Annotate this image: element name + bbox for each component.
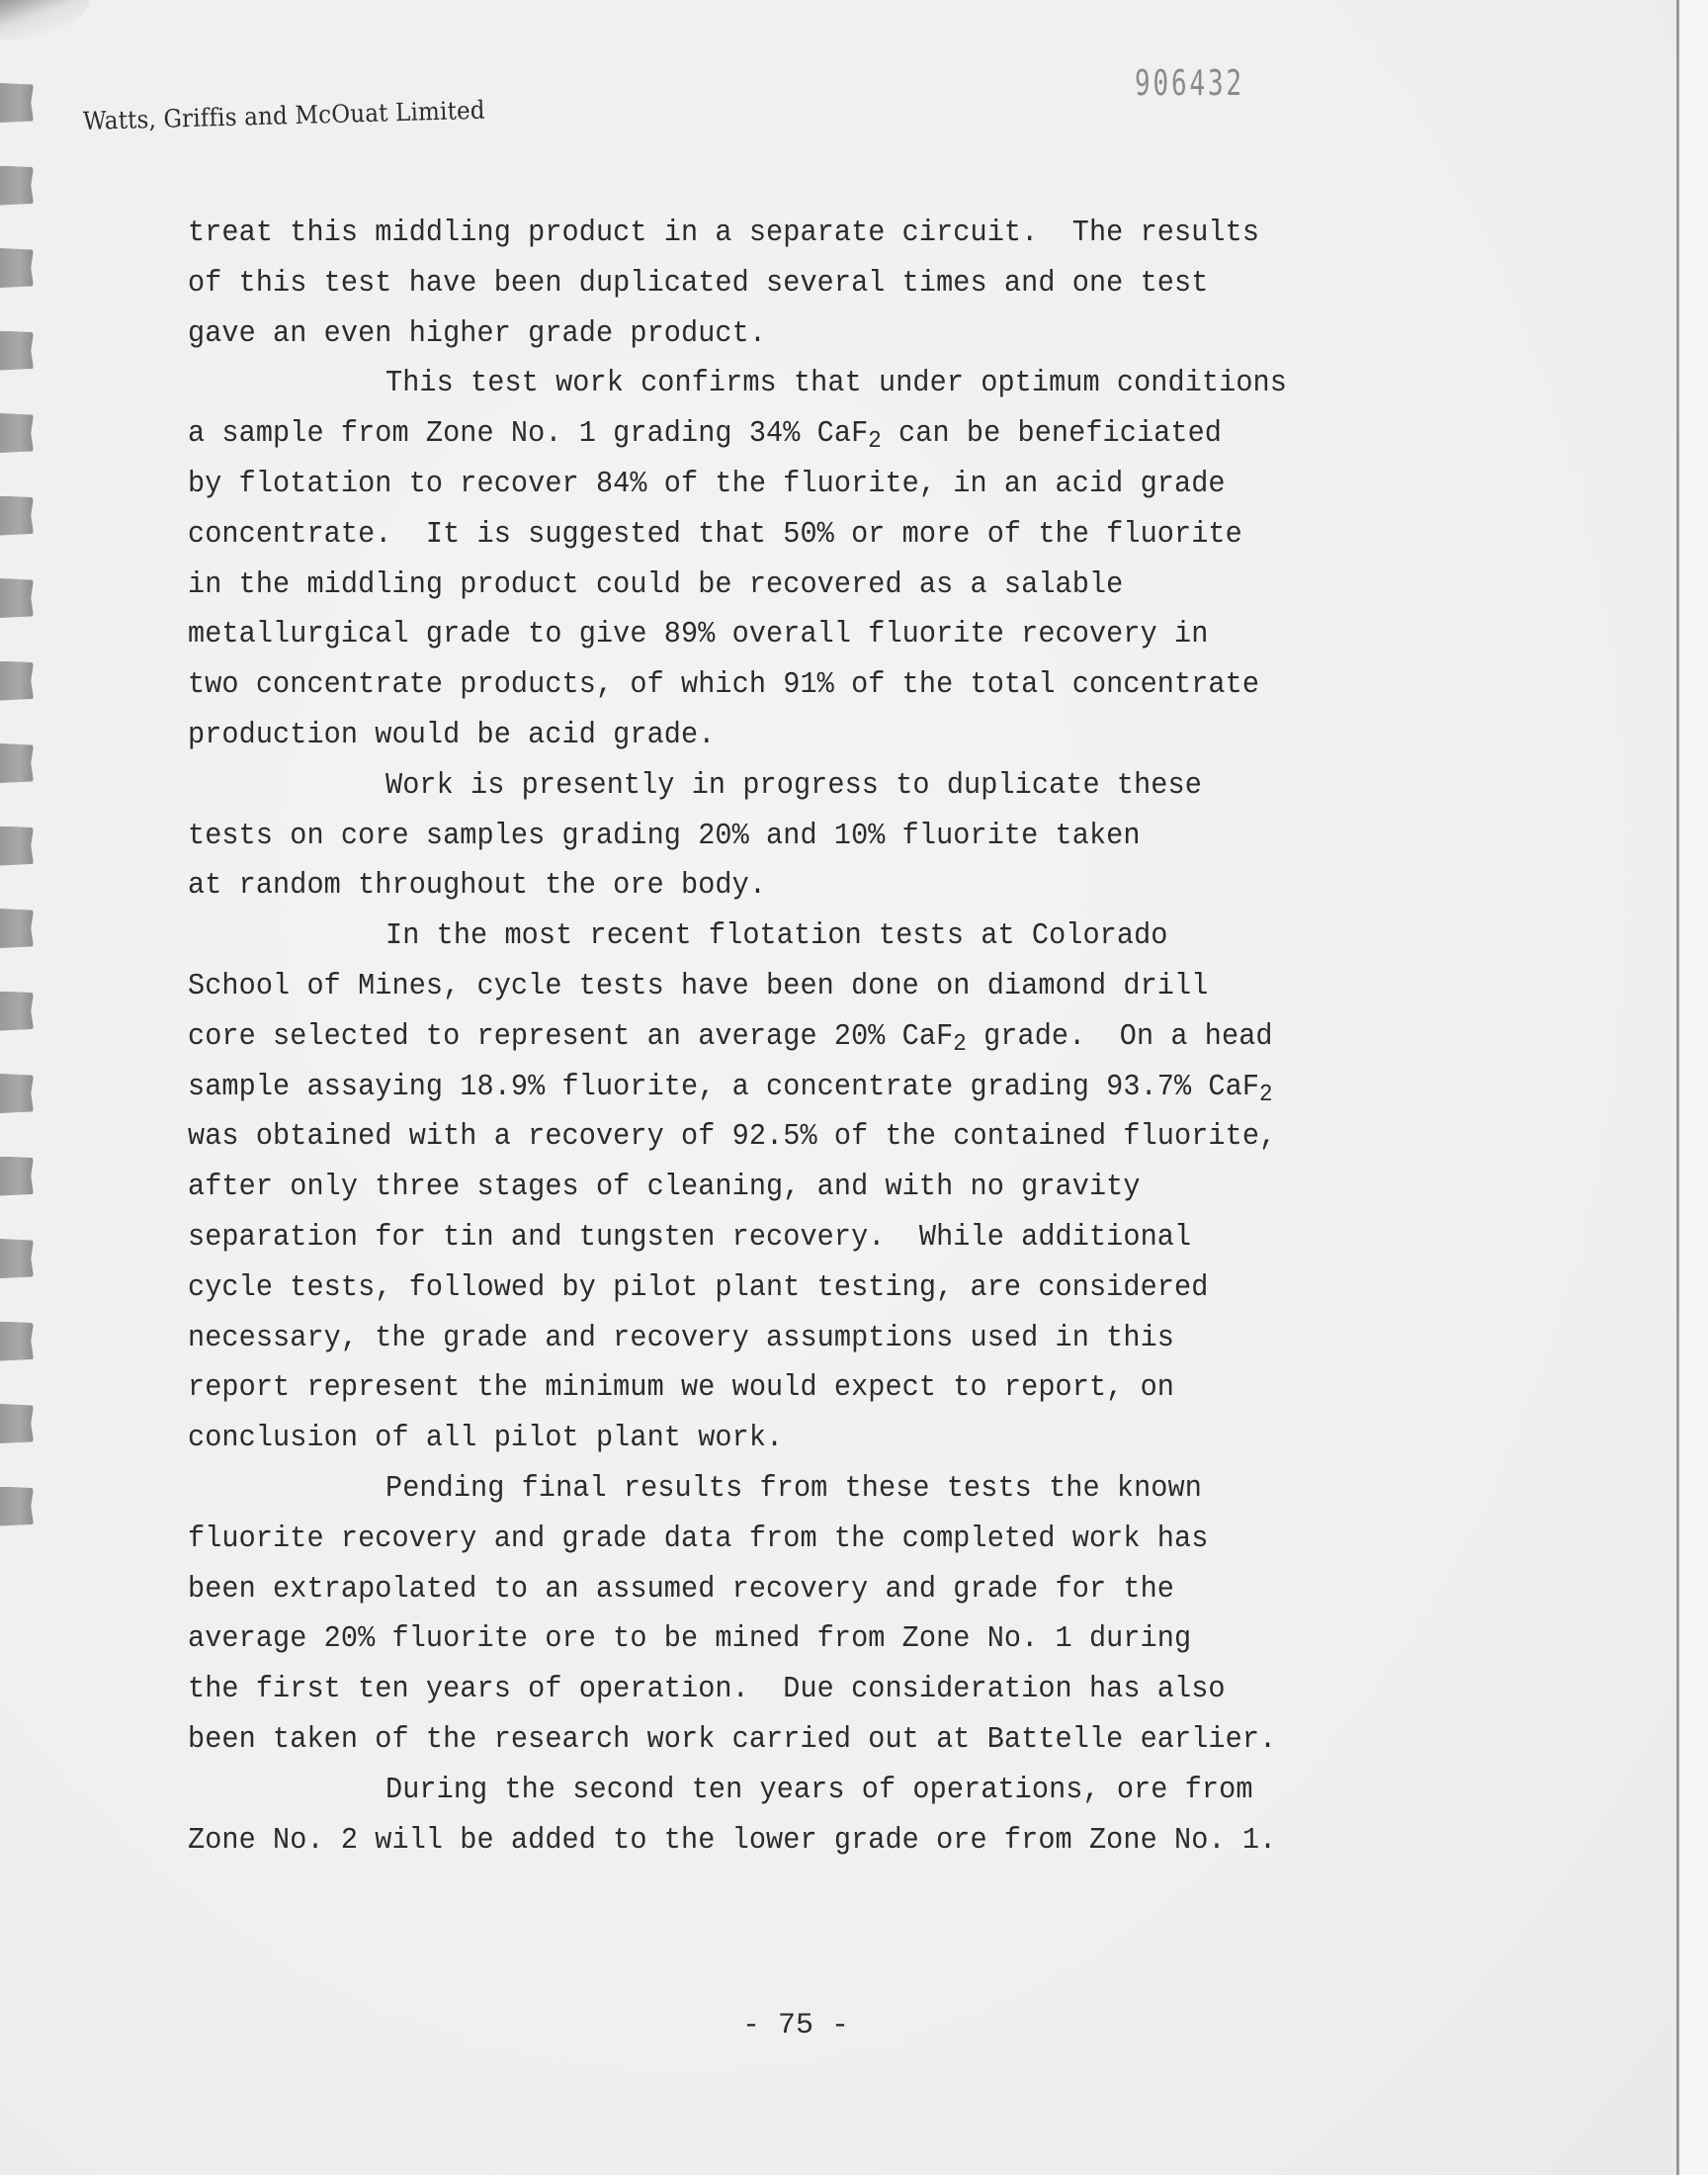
text-line: two concentrate products, of which 91% of the total concentrate bbox=[188, 668, 1260, 703]
text-line: Zone No. 2 will be added to the lower grade ore from Zone No. 1. bbox=[188, 1823, 1277, 1858]
text-line: after only three stages of cleaning, and with no gravity bbox=[188, 1171, 1141, 1205]
binding-hole bbox=[0, 1239, 34, 1278]
binding-hole bbox=[0, 1157, 34, 1196]
text-line bbox=[188, 1019, 1273, 1058]
spiral-binding bbox=[0, 0, 40, 2175]
binding-hole bbox=[0, 1404, 34, 1443]
binding-hole bbox=[0, 1074, 34, 1113]
text-line: of this test have been duplicated several times and one test bbox=[188, 266, 1209, 301]
binding-hole bbox=[0, 1322, 34, 1361]
text-line: report represent the minimum we would expect to report, on bbox=[188, 1371, 1174, 1406]
company-letterhead: Watts, Griffis and McOuat Limited bbox=[82, 95, 486, 135]
binding-hole bbox=[0, 413, 34, 453]
page-number: - 75 - bbox=[741, 2009, 850, 2043]
text-line: separation for tin and tungsten recovery. While additional bbox=[188, 1221, 1192, 1255]
binding-hole bbox=[0, 83, 34, 123]
text-line: metallurgical grade to give 89% overall fluorite recovery in bbox=[188, 618, 1209, 652]
text-segment: can be beneficiated bbox=[881, 417, 1222, 452]
page-right-edge bbox=[1676, 0, 1679, 2175]
paragraph-first-line: Work is presently in progress to duplicate these bbox=[385, 768, 1202, 803]
text-line: treat this middling product in a separate circuit. The results bbox=[188, 217, 1260, 250]
chemical-subscript: 2 bbox=[953, 1030, 967, 1058]
chemical-subscript: 2 bbox=[1259, 1081, 1273, 1108]
binding-hole bbox=[0, 496, 34, 536]
binding-hole bbox=[0, 331, 34, 371]
text-line: fluorite recovery and grade data from the completed work has bbox=[188, 1522, 1209, 1556]
text-line: conclusion of all pilot plant work. bbox=[188, 1422, 784, 1456]
text-line: average 20% fluorite ore to be mined from Zone No. 1 during bbox=[188, 1622, 1192, 1657]
binding-hole bbox=[0, 166, 34, 206]
text-line: concentrate. It is suggested that 50% or more of the fluorite bbox=[188, 517, 1242, 552]
text-line: by flotation to recover 84% of the fluorite, in an acid grade bbox=[188, 468, 1226, 501]
text-line: tests on core samples grading 20% and 10% fluorite taken bbox=[188, 819, 1141, 853]
text-segment: sample assaying 18.9% fluorite, a concentrate grading 93.7% CaF bbox=[188, 1070, 1260, 1104]
text-segment: core selected to represent an average 20% CaF bbox=[188, 1019, 954, 1054]
binding-hole bbox=[0, 743, 34, 783]
text-line bbox=[188, 1070, 1273, 1108]
page-right-margin-strip bbox=[1679, 0, 1708, 2175]
text-line: was obtained with a recovery of 92.5% of the contained fluorite, bbox=[188, 1120, 1277, 1155]
paragraph-first-line: In the most recent flotation tests at Colorado bbox=[385, 919, 1168, 954]
text-line: necessary, the grade and recovery assumptions used in this bbox=[188, 1321, 1174, 1355]
binding-hole bbox=[0, 248, 34, 288]
text-line: gave an even higher grade product. bbox=[188, 316, 767, 351]
chemical-subscript: 2 bbox=[868, 428, 882, 456]
text-line bbox=[188, 416, 1222, 456]
text-line: cycle tests, followed by pilot plant testing, are considered bbox=[188, 1270, 1209, 1305]
text-line: School of Mines, cycle tests have been done on diamond drill bbox=[188, 970, 1209, 1003]
paragraph-first-line: This test work confirms that under optimum conditions bbox=[385, 367, 1287, 401]
text-line: been taken of the research work carried out at Battelle earlier. bbox=[188, 1723, 1277, 1757]
binding-hole bbox=[0, 661, 34, 701]
paragraph-first-line: Pending final results from these tests the known bbox=[385, 1472, 1202, 1506]
text-line: the first ten years of operation. Due consideration has also bbox=[188, 1673, 1226, 1707]
paragraph-first-line: During the second ten years of operations, ore from bbox=[385, 1773, 1253, 1807]
document-number-stamp: 906432 bbox=[1135, 63, 1244, 104]
binding-hole bbox=[0, 1487, 34, 1526]
text-line: been extrapolated to an assumed recovery and grade for the bbox=[188, 1572, 1174, 1607]
text-segment: grade. On a head bbox=[966, 1019, 1273, 1054]
binding-hole bbox=[0, 578, 34, 618]
text-line: production would be acid grade. bbox=[188, 719, 716, 752]
binding-hole bbox=[0, 909, 34, 948]
binding-hole bbox=[0, 826, 34, 866]
text-line: in the middling product could be recovered as a salable bbox=[188, 567, 1124, 602]
binding-hole bbox=[0, 992, 34, 1031]
text-line: at random throughout the ore body. bbox=[188, 869, 767, 904]
text-segment: a sample from Zone No. 1 grading 34% CaF bbox=[188, 417, 869, 452]
